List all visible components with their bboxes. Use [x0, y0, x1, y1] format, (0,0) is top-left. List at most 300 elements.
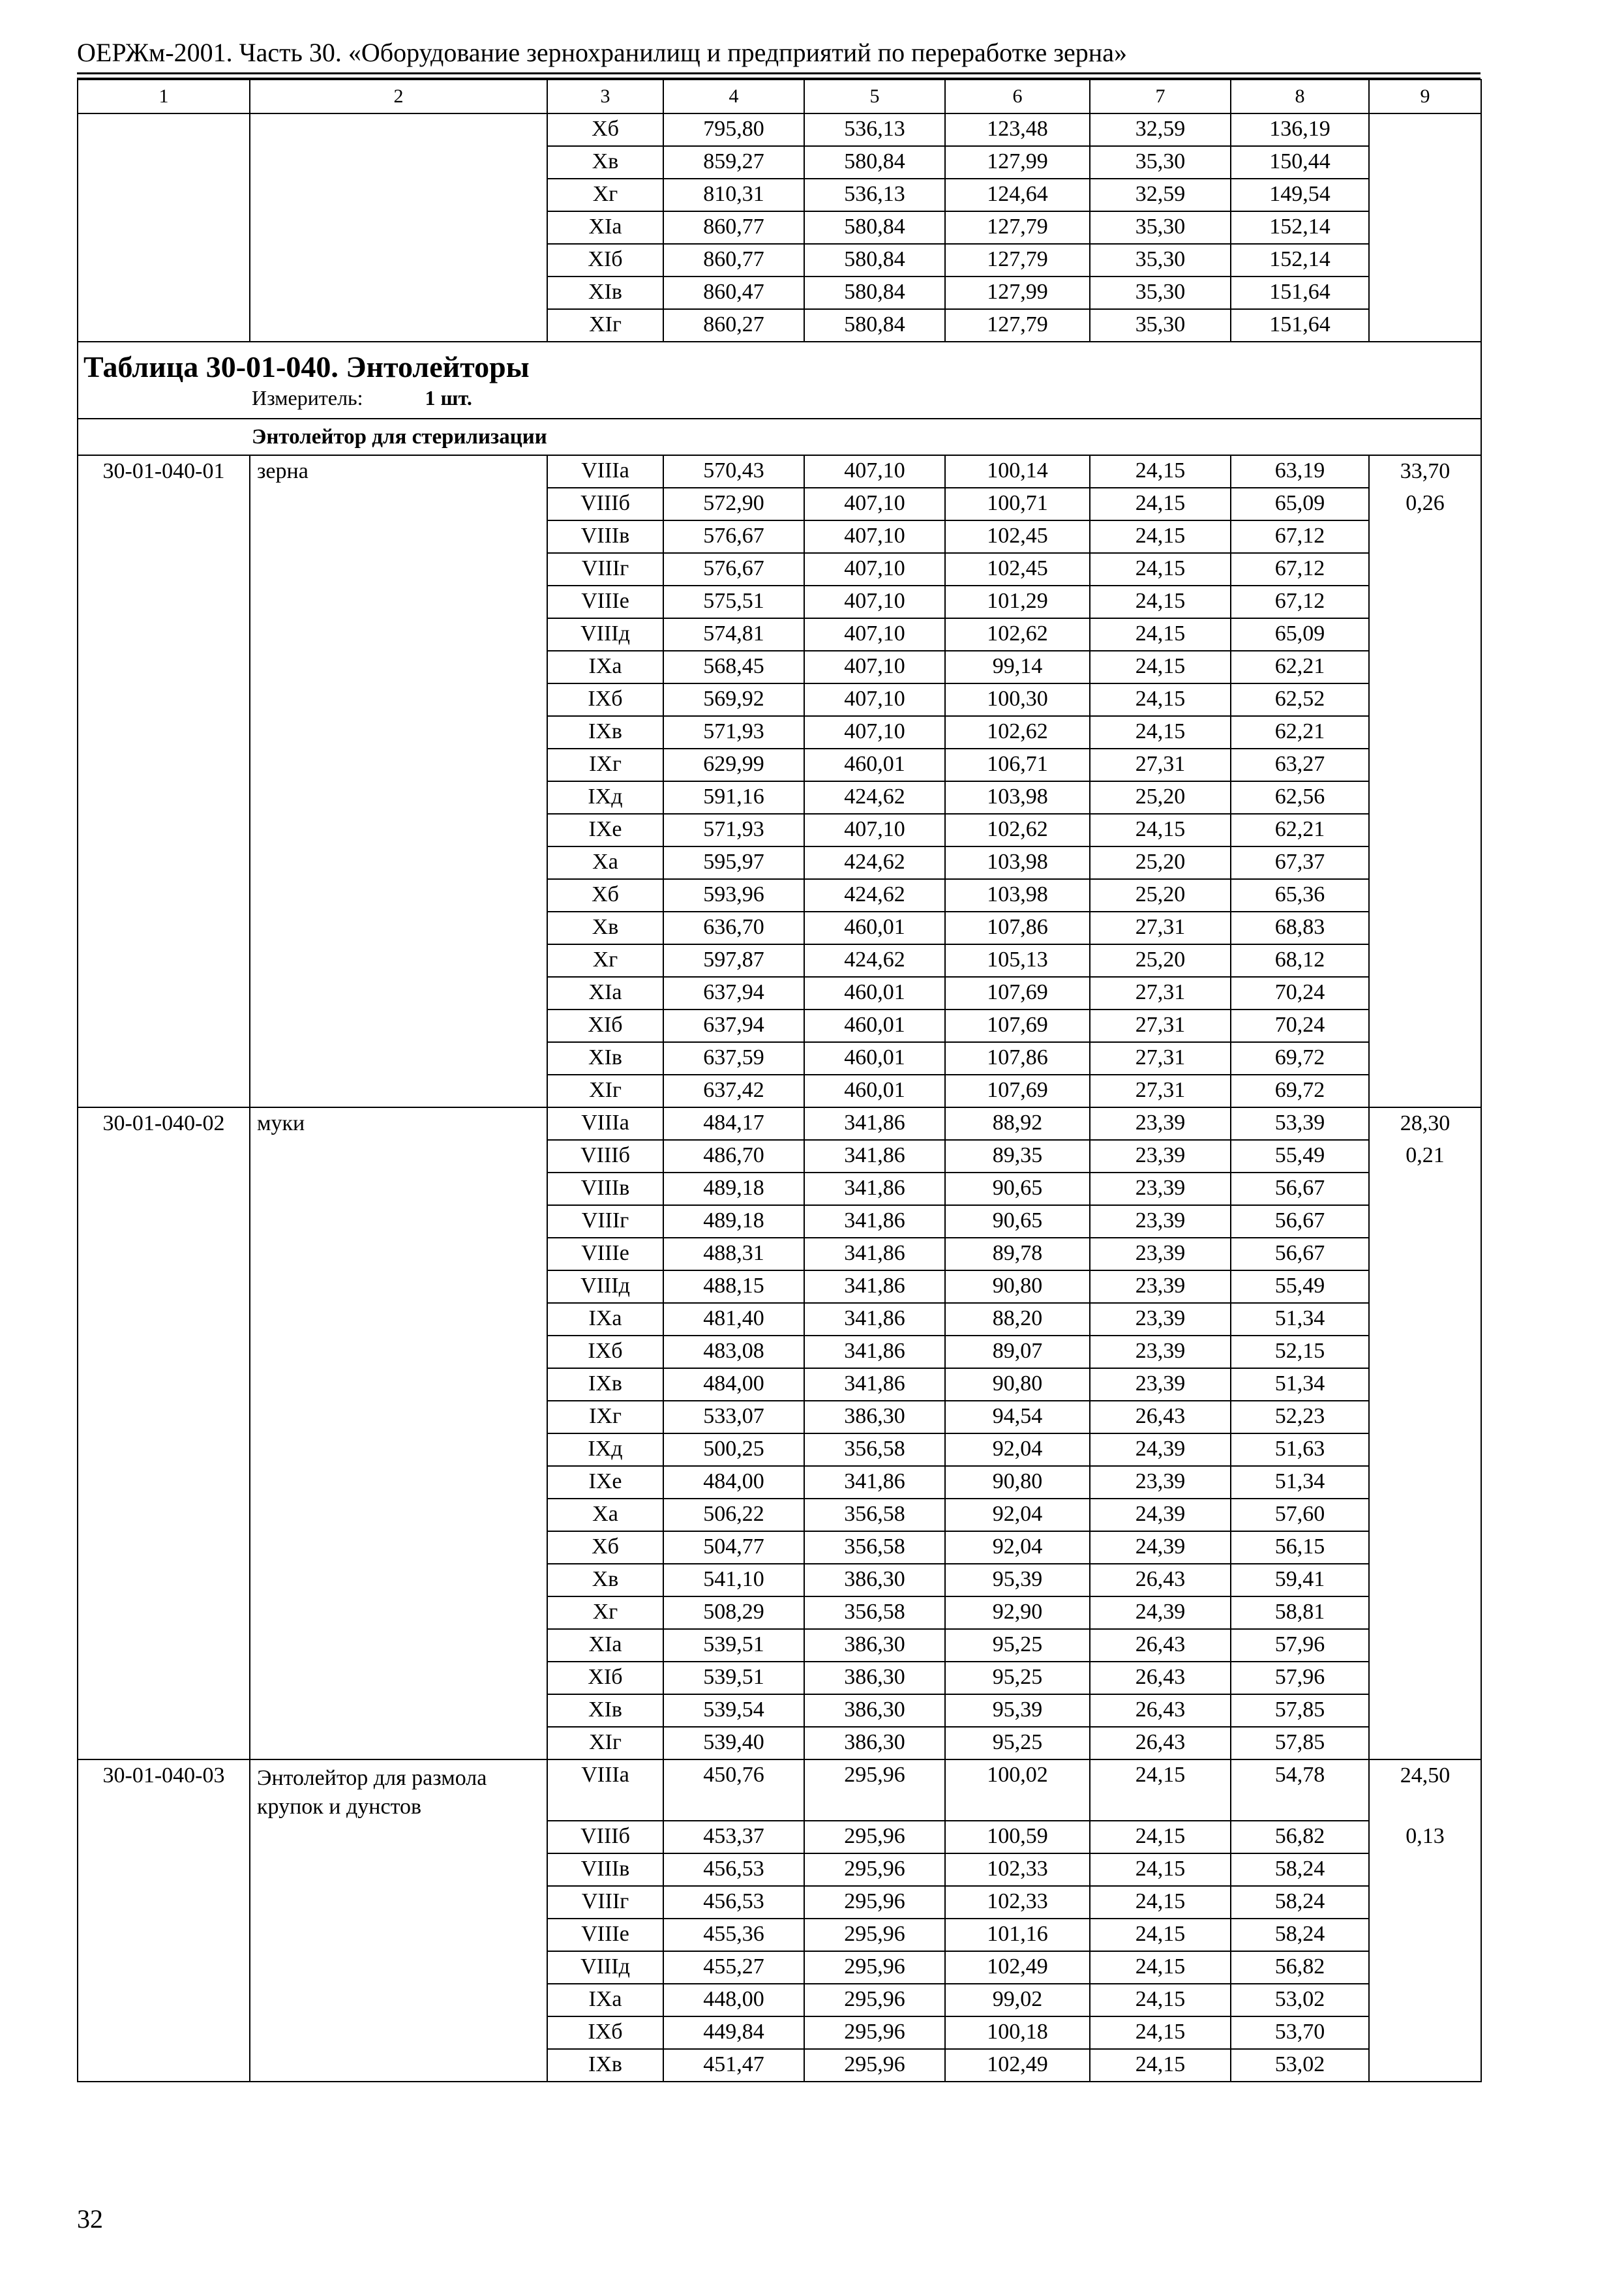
table-cell: Хб — [547, 879, 663, 912]
table-cell: 23,39 — [1090, 1466, 1231, 1499]
extra-cell — [1369, 1564, 1481, 1596]
extra-cell — [1369, 2049, 1481, 2082]
table-cell: 94,54 — [945, 1401, 1090, 1433]
table-cell: 63,19 — [1231, 455, 1369, 488]
table-cell: 23,39 — [1090, 1336, 1231, 1368]
table-row — [78, 179, 1481, 211]
table-cell: 449,84 — [663, 2016, 804, 2049]
table-cell: 536,13 — [804, 179, 945, 211]
name-cell — [250, 1401, 547, 1433]
table-title-row — [78, 342, 1481, 419]
name-cell — [250, 1368, 547, 1401]
table-row — [78, 977, 1481, 1010]
table-row — [78, 1401, 1481, 1433]
table-cell: 424,62 — [804, 781, 945, 814]
table-cell: 23,39 — [1090, 1238, 1231, 1270]
table-cell: ХIа — [547, 977, 663, 1010]
code-cell — [78, 716, 250, 749]
table-cell: 62,56 — [1231, 781, 1369, 814]
table-cell: 860,77 — [663, 244, 804, 277]
table-cell: 69,72 — [1231, 1075, 1369, 1107]
table-cell: 102,49 — [945, 1951, 1090, 1984]
table-cell: 571,93 — [663, 814, 804, 846]
table-cell: 57,85 — [1231, 1727, 1369, 1759]
extra-cell — [1369, 1499, 1481, 1531]
name-cell — [250, 618, 547, 651]
table-cell: 127,79 — [945, 309, 1090, 342]
table-cell: 107,69 — [945, 1010, 1090, 1042]
table-cell: 24,15 — [1090, 2049, 1231, 2082]
code-cell — [78, 553, 250, 586]
code-cell — [78, 977, 250, 1010]
table-title: Таблица 30-01-040. Энтолейторы — [83, 350, 530, 383]
code-cell — [78, 1886, 250, 1919]
extra-cell — [1369, 1075, 1481, 1107]
extra-cell — [1369, 1662, 1481, 1694]
table-cell: 55,49 — [1231, 1140, 1369, 1173]
table-row — [78, 244, 1481, 277]
table-cell: VIIIа — [547, 1759, 663, 1821]
table-cell: 341,86 — [804, 1238, 945, 1270]
unit-label: Измеритель: — [252, 386, 363, 410]
table-row — [78, 488, 1481, 520]
table-cell: 149,54 — [1231, 179, 1369, 211]
code-cell — [78, 1336, 250, 1368]
name-cell — [250, 1205, 547, 1238]
table-cell: ХIб — [547, 1010, 663, 1042]
table-row — [78, 1042, 1481, 1075]
table-cell: 26,43 — [1090, 1727, 1231, 1759]
table-cell: 456,53 — [663, 1853, 804, 1886]
table-row — [78, 1010, 1481, 1042]
table-cell: 26,43 — [1090, 1629, 1231, 1662]
table-cell: 341,86 — [804, 1466, 945, 1499]
table-cell: 356,58 — [804, 1433, 945, 1466]
table-cell: Хг — [547, 179, 663, 211]
table-cell: 860,47 — [663, 277, 804, 309]
table-cell: 92,04 — [945, 1531, 1090, 1564]
name-cell — [250, 1951, 547, 1984]
extra-cell — [1369, 179, 1481, 211]
code-cell — [78, 113, 250, 146]
name-cell — [250, 683, 547, 716]
name-cell — [250, 211, 547, 244]
extra-cell — [1369, 1238, 1481, 1270]
table-cell: 100,71 — [945, 488, 1090, 520]
table-cell: 450,76 — [663, 1759, 804, 1821]
code-cell — [78, 1919, 250, 1951]
table-row — [78, 1629, 1481, 1662]
table-row — [78, 1919, 1481, 1951]
table-row — [78, 309, 1481, 342]
table-cell: 58,24 — [1231, 1919, 1369, 1951]
table-cell: 593,96 — [663, 879, 804, 912]
table-cell: 90,65 — [945, 1205, 1090, 1238]
name-cell — [250, 277, 547, 309]
table-row — [78, 1886, 1481, 1919]
table-cell: 23,39 — [1090, 1173, 1231, 1205]
table-cell: 88,20 — [945, 1303, 1090, 1336]
table-row — [78, 2049, 1481, 2082]
table-cell: 591,16 — [663, 781, 804, 814]
table-row — [78, 1499, 1481, 1531]
extra-cell — [1369, 1303, 1481, 1336]
code-cell — [78, 944, 250, 977]
unit-value: 1 шт. — [425, 386, 472, 410]
table-cell: VIIIа — [547, 1107, 663, 1140]
table-cell: 107,86 — [945, 912, 1090, 944]
table-cell: 637,42 — [663, 1075, 804, 1107]
table-cell: 56,82 — [1231, 1821, 1369, 1853]
table-cell: IХв — [547, 2049, 663, 2082]
subheading: Энтолейтор для стерилизации — [78, 419, 1481, 455]
table-cell: 95,25 — [945, 1727, 1090, 1759]
code-cell — [78, 1173, 250, 1205]
table-cell: 407,10 — [804, 488, 945, 520]
table-row — [78, 586, 1481, 618]
table-cell: IХа — [547, 1984, 663, 2016]
table-cell: Хв — [547, 912, 663, 944]
table-cell: 539,40 — [663, 1727, 804, 1759]
extra-cell — [1369, 277, 1481, 309]
name-cell — [250, 879, 547, 912]
extra-cell — [1369, 586, 1481, 618]
table-row — [78, 683, 1481, 716]
table-cell: 152,14 — [1231, 244, 1369, 277]
column-number-row — [78, 80, 1481, 113]
table-cell: 637,59 — [663, 1042, 804, 1075]
table-cell: 103,98 — [945, 781, 1090, 814]
table-cell: 70,24 — [1231, 977, 1369, 1010]
table-cell: 69,72 — [1231, 1042, 1369, 1075]
name-cell — [250, 1564, 547, 1596]
unit-line — [83, 387, 1475, 410]
name-cell — [250, 1173, 547, 1205]
table-cell: Ха — [547, 1499, 663, 1531]
table-cell: VIIIе — [547, 1919, 663, 1951]
table-cell: 24,39 — [1090, 1596, 1231, 1629]
code-cell — [78, 146, 250, 179]
column-number: 8 — [1231, 80, 1369, 113]
table-cell: 24,39 — [1090, 1433, 1231, 1466]
table-cell: 23,39 — [1090, 1270, 1231, 1303]
table-cell: 127,99 — [945, 146, 1090, 179]
table-row — [78, 814, 1481, 846]
name-cell — [250, 977, 547, 1010]
table-cell: 57,96 — [1231, 1662, 1369, 1694]
table-cell: 341,86 — [804, 1336, 945, 1368]
table-cell: 580,84 — [804, 211, 945, 244]
table-cell: IХа — [547, 1303, 663, 1336]
table-cell: 356,58 — [804, 1531, 945, 1564]
table-cell: 123,48 — [945, 113, 1090, 146]
table-cell: 460,01 — [804, 1010, 945, 1042]
extra-cell: 0,13 — [1369, 1821, 1481, 1853]
table-cell: 488,31 — [663, 1238, 804, 1270]
table-cell: 24,15 — [1090, 2016, 1231, 2049]
name-cell — [250, 520, 547, 553]
table-cell: 102,45 — [945, 520, 1090, 553]
name-cell — [250, 1984, 547, 2016]
table-cell: 24,15 — [1090, 651, 1231, 683]
table-cell: 68,12 — [1231, 944, 1369, 977]
table-cell: VIIIе — [547, 586, 663, 618]
table-cell: 52,15 — [1231, 1336, 1369, 1368]
name-cell — [250, 716, 547, 749]
name-cell — [250, 1662, 547, 1694]
table-row — [78, 1466, 1481, 1499]
table-cell: 636,70 — [663, 912, 804, 944]
table-cell: 24,15 — [1090, 1919, 1231, 1951]
table-cell: 539,51 — [663, 1629, 804, 1662]
table-cell: VIIIд — [547, 1270, 663, 1303]
code-cell — [78, 1140, 250, 1173]
table-cell: 70,24 — [1231, 1010, 1369, 1042]
code-cell — [78, 1238, 250, 1270]
extra-cell — [1369, 1433, 1481, 1466]
table-cell: 456,53 — [663, 1886, 804, 1919]
table-cell: 151,64 — [1231, 277, 1369, 309]
table-cell: VIIIв — [547, 1853, 663, 1886]
code-cell — [78, 1629, 250, 1662]
table-cell: 407,10 — [804, 455, 945, 488]
table-cell: 53,02 — [1231, 1984, 1369, 2016]
table-cell: 127,79 — [945, 211, 1090, 244]
table-cell: 860,77 — [663, 211, 804, 244]
table-row — [78, 1821, 1481, 1853]
extra-cell — [1369, 944, 1481, 977]
table-cell: 51,63 — [1231, 1433, 1369, 1466]
table-cell: 58,81 — [1231, 1596, 1369, 1629]
code-cell — [78, 1303, 250, 1336]
table-cell: 595,97 — [663, 846, 804, 879]
table-cell: 508,29 — [663, 1596, 804, 1629]
name-cell — [250, 1727, 547, 1759]
table-cell: 92,90 — [945, 1596, 1090, 1629]
table-cell: 67,12 — [1231, 586, 1369, 618]
name-cell — [250, 2016, 547, 2049]
code-cell — [78, 879, 250, 912]
table-cell: 26,43 — [1090, 1662, 1231, 1694]
name-cell — [250, 1270, 547, 1303]
table-cell: 102,62 — [945, 814, 1090, 846]
extra-cell — [1369, 977, 1481, 1010]
table-cell: 102,33 — [945, 1886, 1090, 1919]
table-cell: 32,59 — [1090, 179, 1231, 211]
table-cell: 295,96 — [804, 1759, 945, 1821]
table-row — [78, 1270, 1481, 1303]
column-number: 3 — [547, 80, 663, 113]
name-cell — [250, 1433, 547, 1466]
extra-cell — [1369, 309, 1481, 342]
table-cell: 356,58 — [804, 1596, 945, 1629]
extra-cell — [1369, 1727, 1481, 1759]
table-cell: 24,15 — [1090, 488, 1231, 520]
code-cell — [78, 749, 250, 781]
code-cell — [78, 2016, 250, 2049]
table-row — [78, 846, 1481, 879]
table-cell: 23,39 — [1090, 1303, 1231, 1336]
table-cell: 56,67 — [1231, 1238, 1369, 1270]
table-cell: 859,27 — [663, 146, 804, 179]
table-cell: ХIг — [547, 309, 663, 342]
table-cell: 24,15 — [1090, 1951, 1231, 1984]
table-cell: 32,59 — [1090, 113, 1231, 146]
table-cell: 90,80 — [945, 1466, 1090, 1499]
extra-cell — [1369, 1401, 1481, 1433]
table-cell: 67,12 — [1231, 553, 1369, 586]
table-cell: 574,81 — [663, 618, 804, 651]
table-cell: 102,49 — [945, 2049, 1090, 2082]
table-cell: 63,27 — [1231, 749, 1369, 781]
table-cell: 27,31 — [1090, 1010, 1231, 1042]
table-cell: VIIIб — [547, 1140, 663, 1173]
table-cell: VIIIв — [547, 1173, 663, 1205]
table-cell: 95,25 — [945, 1629, 1090, 1662]
table-cell: 460,01 — [804, 1075, 945, 1107]
table-cell: 62,21 — [1231, 814, 1369, 846]
code-cell — [78, 683, 250, 716]
extra-cell — [1369, 1270, 1481, 1303]
table-cell: 25,20 — [1090, 781, 1231, 814]
table-cell: IХб — [547, 1336, 663, 1368]
code-cell — [78, 586, 250, 618]
name-cell — [250, 1853, 547, 1886]
table-cell: Хв — [547, 146, 663, 179]
table-cell: 68,83 — [1231, 912, 1369, 944]
name-cell — [250, 1499, 547, 1531]
table-cell: 127,99 — [945, 277, 1090, 309]
table-cell: 106,71 — [945, 749, 1090, 781]
table-cell: VIIIб — [547, 1821, 663, 1853]
code-cell: 30-01-040-02 — [78, 1107, 250, 1140]
table-cell: 637,94 — [663, 977, 804, 1010]
name-cell — [250, 1821, 547, 1853]
code-cell — [78, 846, 250, 879]
table-row — [78, 1368, 1481, 1401]
table-row — [78, 1662, 1481, 1694]
table-cell: 24,15 — [1090, 553, 1231, 586]
table-cell: 455,27 — [663, 1951, 804, 1984]
code-cell — [78, 211, 250, 244]
table-cell: 536,13 — [804, 113, 945, 146]
table-cell: 57,96 — [1231, 1629, 1369, 1662]
table-row — [78, 716, 1481, 749]
table-cell: Хб — [547, 113, 663, 146]
table-cell: 386,30 — [804, 1629, 945, 1662]
code-cell — [78, 1727, 250, 1759]
table-cell: 295,96 — [804, 1886, 945, 1919]
table-cell: 35,30 — [1090, 277, 1231, 309]
table-cell: 568,45 — [663, 651, 804, 683]
table-cell: 89,35 — [945, 1140, 1090, 1173]
table-cell: 860,27 — [663, 309, 804, 342]
table-cell: 341,86 — [804, 1368, 945, 1401]
table-cell: 24,15 — [1090, 1984, 1231, 2016]
table-cell: 56,67 — [1231, 1173, 1369, 1205]
table-cell: IХе — [547, 1466, 663, 1499]
table-cell: 57,85 — [1231, 1694, 1369, 1727]
table-cell: 101,16 — [945, 1919, 1090, 1951]
table-cell: 295,96 — [804, 1984, 945, 2016]
code-cell — [78, 1984, 250, 2016]
table-cell: 386,30 — [804, 1727, 945, 1759]
code-cell — [78, 1821, 250, 1853]
table-cell: ХIб — [547, 1662, 663, 1694]
table-cell: 341,86 — [804, 1303, 945, 1336]
table-cell: 92,04 — [945, 1433, 1090, 1466]
table-cell: 580,84 — [804, 277, 945, 309]
table-cell: 295,96 — [804, 2016, 945, 2049]
extra-cell — [1369, 1951, 1481, 1984]
running-header: ОЕРЖм-2001. Часть 30. «Оборудование зернохранилищ и предприятий по переработке зерна» — [77, 38, 1127, 67]
table-cell: IХв — [547, 1368, 663, 1401]
name-cell — [250, 1629, 547, 1662]
table-cell: 24,15 — [1090, 1821, 1231, 1853]
table-cell: 637,94 — [663, 1010, 804, 1042]
table-row — [78, 1531, 1481, 1564]
name-cell — [250, 1042, 547, 1075]
column-number: 9 — [1369, 80, 1481, 113]
table-cell: VIIIб — [547, 488, 663, 520]
name-cell — [250, 944, 547, 977]
table-cell: 56,82 — [1231, 1951, 1369, 1984]
table-cell: 27,31 — [1090, 912, 1231, 944]
extra-cell — [1369, 912, 1481, 944]
table-row — [78, 113, 1481, 146]
code-cell: 30-01-040-01 — [78, 455, 250, 488]
code-cell — [78, 1433, 250, 1466]
table-cell: 295,96 — [804, 1853, 945, 1886]
table-cell: 597,87 — [663, 944, 804, 977]
table-cell: 107,69 — [945, 977, 1090, 1010]
extra-cell — [1369, 1368, 1481, 1401]
table-cell: 341,86 — [804, 1205, 945, 1238]
table-cell: 55,49 — [1231, 1270, 1369, 1303]
table-cell: 95,39 — [945, 1694, 1090, 1727]
table-cell: 484,17 — [663, 1107, 804, 1140]
table-cell: 107,69 — [945, 1075, 1090, 1107]
table-row — [78, 1984, 1481, 2016]
table-cell: 26,43 — [1090, 1694, 1231, 1727]
table-cell: 448,00 — [663, 1984, 804, 2016]
table-row — [78, 553, 1481, 586]
code-cell — [78, 1694, 250, 1727]
table-cell: 483,08 — [663, 1336, 804, 1368]
table-row — [78, 1727, 1481, 1759]
table-row — [78, 1205, 1481, 1238]
column-number: 1 — [78, 80, 250, 113]
table-cell: 424,62 — [804, 846, 945, 879]
table-row — [78, 1238, 1481, 1270]
table-cell: VIIIа — [547, 455, 663, 488]
table-cell: 489,18 — [663, 1173, 804, 1205]
table-row — [78, 1075, 1481, 1107]
table-cell: Ха — [547, 846, 663, 879]
table-cell: 24,39 — [1090, 1499, 1231, 1531]
extra-cell — [1369, 2016, 1481, 2049]
extra-cell — [1369, 1596, 1481, 1629]
table-cell: 89,78 — [945, 1238, 1090, 1270]
name-cell — [250, 1336, 547, 1368]
table-row — [78, 618, 1481, 651]
name-cell — [250, 309, 547, 342]
extra-cell: 28,30 — [1369, 1107, 1481, 1140]
table-cell: 295,96 — [804, 1919, 945, 1951]
extra-cell — [1369, 716, 1481, 749]
code-cell — [78, 651, 250, 683]
extra-cell — [1369, 211, 1481, 244]
